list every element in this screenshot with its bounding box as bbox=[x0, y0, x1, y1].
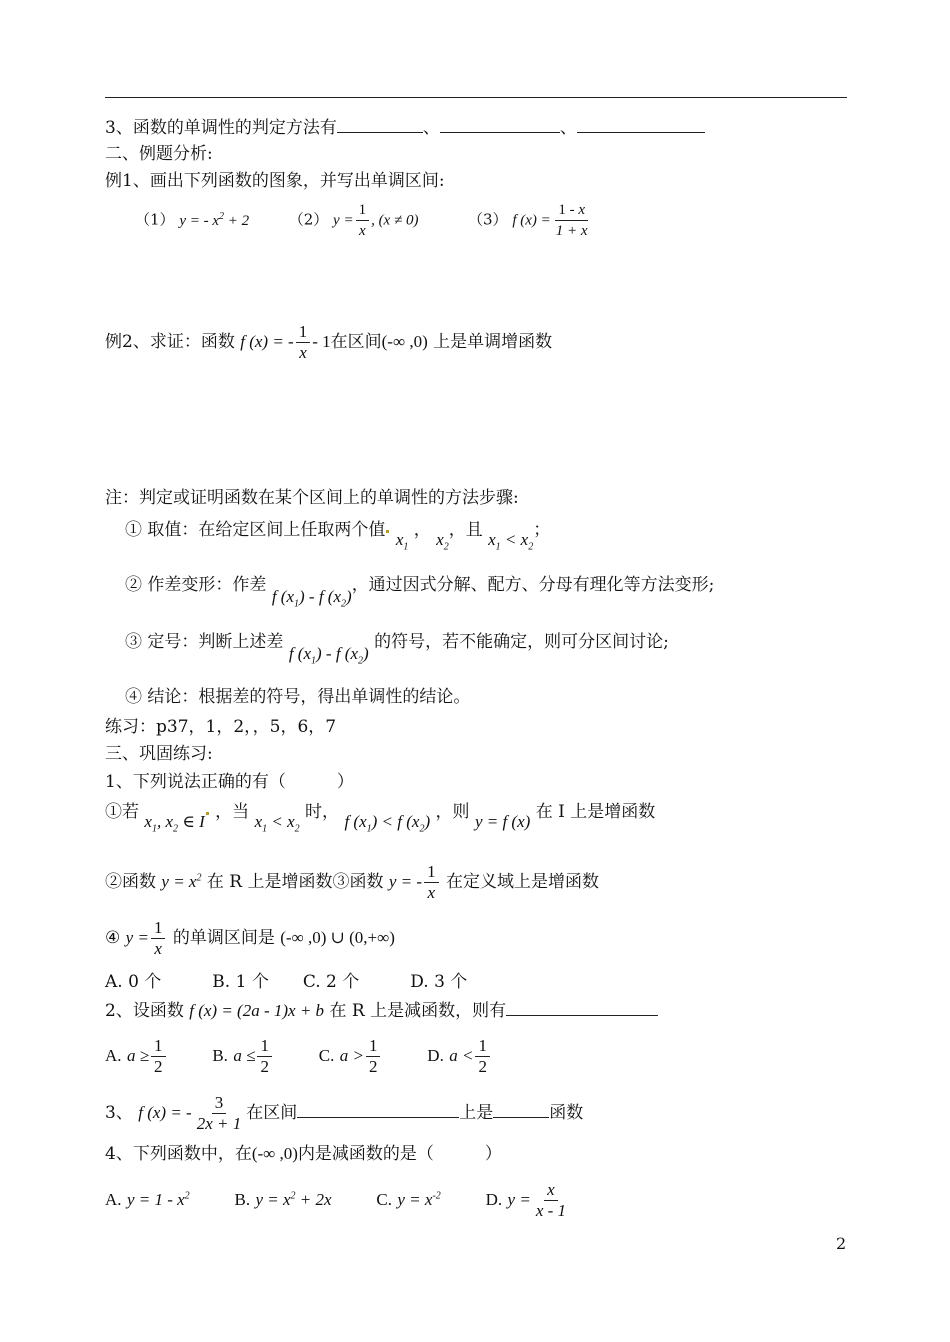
text: 在 R 上是减函数，则有 bbox=[329, 1001, 507, 1021]
question-1-option-2-3 bbox=[105, 862, 599, 903]
fraction: $\frac{3}{2x + 1}$ bbox=[196, 1093, 242, 1133]
formula: f (x) = (2a - 1)x + b bbox=[189, 1001, 325, 1020]
formula: f (x) = - bbox=[138, 1103, 192, 1122]
formula: f $(x_1)$ - f $(x_2)$ bbox=[271, 587, 352, 610]
formula: f $(x_1) < f$ $(x_2)$ bbox=[344, 812, 431, 835]
text: 3、函数的单调性的判定方法有 bbox=[105, 118, 337, 138]
text: ，则 bbox=[435, 802, 470, 822]
interval: (-∞ ,0) bbox=[251, 1144, 298, 1163]
step-2 bbox=[125, 574, 714, 615]
text: 在 I 上是增函数 bbox=[535, 802, 656, 822]
formula: $x_1$, $x_2$ ∈ I bbox=[144, 812, 205, 835]
formula: y = bbox=[125, 928, 149, 947]
text: 时， bbox=[305, 802, 340, 822]
formula: y = - bbox=[388, 872, 423, 891]
text: 在 R 上是增函数③函数 bbox=[206, 872, 384, 892]
text: 在区间 bbox=[246, 1103, 298, 1123]
item-3-judgement-methods bbox=[105, 116, 705, 139]
text: ，通过因式分解、配方、分母有理化等方法变形; bbox=[351, 575, 715, 595]
question-1-choices: A. 0 个 B. 1 个 C. 2 个 D. 3 个 bbox=[105, 972, 468, 992]
text: 的单调区间是 bbox=[172, 928, 275, 948]
text: 在区间 bbox=[330, 332, 382, 352]
separator: 、 bbox=[422, 118, 440, 138]
example-2: 例2、求证：函数 f (x) = - $\frac{1}{x}$ - 1在区间(-∞ ,0) 上是单调增函数 bbox=[105, 322, 553, 362]
text: 2、设函数 bbox=[105, 1001, 184, 1021]
answer-blank[interactable] bbox=[577, 116, 705, 133]
text: 上是 bbox=[459, 1103, 494, 1123]
interval: (-∞ ,0) ∪ (0,+∞) bbox=[280, 928, 395, 947]
interval: (-∞ ,0) bbox=[381, 332, 428, 351]
question-2 bbox=[105, 999, 658, 1022]
formula: f (x) = bbox=[512, 212, 551, 229]
text: ② 作差变形：作差 bbox=[125, 575, 267, 595]
question-1: 1、下列说法正确的有（ ） bbox=[105, 772, 354, 792]
text: 函数 bbox=[549, 1103, 584, 1123]
text: 在定义域上是增函数 bbox=[445, 872, 599, 892]
answer-blank[interactable] bbox=[297, 1101, 459, 1118]
question-4-choices: A. $y = 1 - x^2$ B. $y = x^2 + 2x$ C. $y = x^{-2}$ D. y = $\frac{x}{x - 1}$ bbox=[105, 1180, 571, 1221]
section-3-heading: 三、巩固练习: bbox=[105, 744, 213, 764]
formula: $x_1 < x_2$ bbox=[254, 812, 300, 835]
label: （1） bbox=[135, 210, 175, 229]
question-4 bbox=[105, 1143, 502, 1165]
text: ，当 bbox=[215, 802, 250, 822]
label: （3） bbox=[468, 210, 508, 229]
example-1: 例1、画出下列函数的图象，并写出单调区间: bbox=[105, 171, 445, 191]
text: 上是单调增函数 bbox=[433, 332, 553, 352]
question-3 bbox=[105, 1093, 583, 1134]
text: ，且 bbox=[448, 520, 483, 540]
formula: $x_2$ bbox=[436, 530, 449, 553]
formula: y = f (x) bbox=[474, 812, 531, 831]
fraction: $\frac{1}{2}$ bbox=[366, 1036, 381, 1077]
formula: $x_1$ bbox=[395, 530, 409, 553]
page-number: 2 bbox=[836, 1234, 847, 1253]
separator: 、 bbox=[559, 118, 577, 138]
fraction: $\frac{1}{2}$ bbox=[151, 1036, 166, 1077]
section-2-heading: 二、例题分析: bbox=[105, 144, 213, 164]
question-2-choices: A. a ≥ $\frac{1}{2}$ B. a ≤ $\frac{1}{2}$ C. a > $\frac{1}{2}$ D. a < $\frac{1}{2}$ bbox=[105, 1036, 492, 1077]
fraction: $\frac{1}{x}$ bbox=[296, 322, 311, 363]
practice-line: 练习：p37，1，2，，5，6，7 bbox=[105, 717, 337, 737]
fraction: $\frac{x}{x - 1}$ bbox=[535, 1180, 567, 1220]
fraction: $\frac{1}{2}$ bbox=[257, 1036, 272, 1077]
note-heading: 注：判定或证明函数在某个区间上的单调性的方法步骤: bbox=[105, 488, 519, 508]
text: ②函数 bbox=[105, 872, 156, 892]
fraction: $\frac{1}{2}$ bbox=[475, 1036, 490, 1077]
question-1-option-1 bbox=[105, 801, 655, 840]
answer-blank[interactable] bbox=[337, 116, 423, 133]
text: 4、下列函数中，在 bbox=[105, 1144, 252, 1164]
text: 的符号，若不能确定，则可分区间讨论; bbox=[374, 632, 669, 652]
text: ① 取值：在给定区间上任取两个值 bbox=[125, 520, 386, 540]
example-1-functions: （1） y = - $x^2 + 2$ （2） y = $\frac{1}{x}$ , (x ≠ 0) （3） f (x) = $\frac{1 - x}{1 + x}$ bbox=[135, 200, 593, 241]
text: 内是减函数的是（ ） bbox=[297, 1144, 502, 1164]
step-3 bbox=[125, 631, 669, 672]
step-1: ① 取值：在给定区间上任取两个值 $x_1$ ， $x_2$，且 $x_1 < x_2$； bbox=[125, 520, 551, 553]
text: ①若 bbox=[105, 802, 139, 822]
question-1-option-4 bbox=[105, 918, 395, 959]
fraction: $\frac{1 - x}{1 + x}$ bbox=[555, 202, 588, 239]
text: 3、 bbox=[105, 1103, 133, 1123]
text: ④ bbox=[105, 928, 121, 948]
answer-blank[interactable] bbox=[506, 999, 658, 1016]
formula: f $(x_1)$ - f $(x_2)$ bbox=[288, 644, 369, 667]
fraction: $\frac{1}{x}$ bbox=[356, 200, 370, 241]
step-4: ④ 结论：根据差的符号，得出单调性的结论。 bbox=[125, 687, 471, 707]
label: （2） bbox=[288, 210, 329, 229]
formula: $x_1 < x_2$ bbox=[488, 530, 534, 553]
formula: y = - $x^2 + 2$ bbox=[179, 210, 250, 229]
header-rule bbox=[105, 97, 847, 98]
text: ③ 定号：判断上述差 bbox=[125, 632, 284, 652]
text: 例2、求证：函数 bbox=[105, 332, 235, 352]
formula: $y = x^2$ bbox=[161, 872, 202, 891]
formula: y = bbox=[333, 212, 354, 229]
fraction: $\frac{1}{x}$ bbox=[424, 862, 439, 903]
answer-blank[interactable] bbox=[440, 116, 560, 133]
fraction: $\frac{1}{x}$ bbox=[151, 918, 166, 959]
formula: f (x) = - bbox=[240, 332, 294, 351]
answer-blank[interactable] bbox=[493, 1101, 549, 1118]
